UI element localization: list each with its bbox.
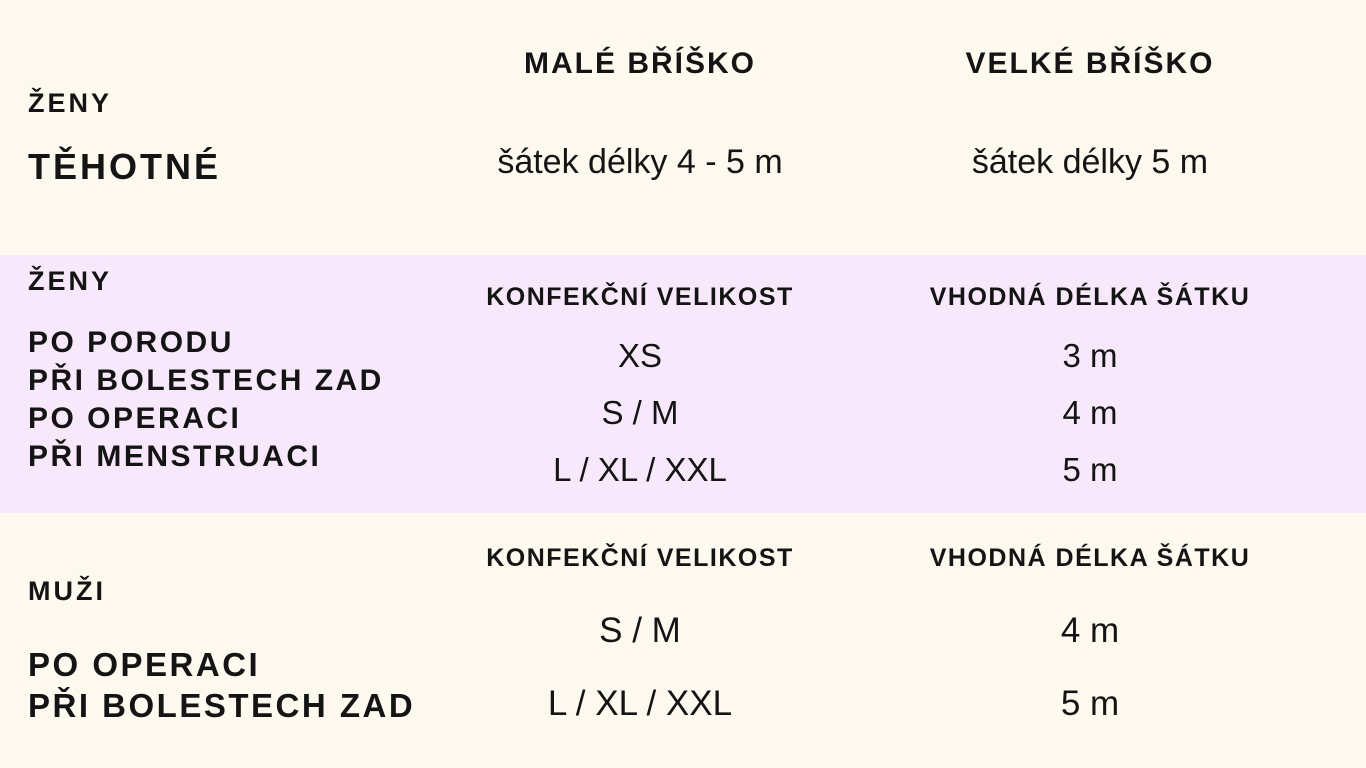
section-pregnant-women — [0, 0, 1366, 255]
postpartum-group-column — [28, 255, 460, 513]
group-label-zeny: ŽENY — [28, 88, 113, 118]
section-women-postpartum — [0, 255, 1366, 513]
column-clothing-size — [460, 255, 820, 513]
column-big-belly — [820, 0, 1360, 255]
column-header-small-belly: MALÉ BŘÍŠKO — [524, 47, 756, 80]
length-value: 4 m — [1062, 394, 1118, 431]
condition-line: PO OPERACI — [28, 646, 261, 683]
group-label-zeny: ŽENY — [28, 266, 113, 296]
condition-line: PŘI BOLESTECH ZAD — [28, 364, 384, 397]
column-header-scarf-length: VHODNÁ DÉLKA ŠÁTKU — [929, 283, 1251, 311]
size-value: L / XL / XXL — [553, 451, 727, 488]
size-values — [548, 613, 732, 721]
men-group-column — [28, 513, 460, 768]
condition-list — [28, 644, 415, 726]
length-values — [1062, 338, 1117, 487]
column-scarf-length — [820, 255, 1360, 513]
size-value: S / M — [601, 394, 679, 431]
value-big-belly-length: šátek délky 5 m — [971, 143, 1209, 181]
column-small-belly — [460, 0, 820, 255]
column-header-big-belly: VELKÉ BŘÍŠKO — [965, 47, 1215, 80]
group-title-tehotne: TĚHOTNÉ — [28, 146, 222, 187]
column-header-clothing-size: KONFEKČNÍ VELIKOST — [486, 544, 794, 572]
group-label-muzi: MUŽI — [28, 576, 106, 606]
size-value: L / XL / XXL — [547, 684, 733, 723]
length-value: 3 m — [1062, 337, 1118, 374]
length-values — [1061, 613, 1119, 721]
condition-line: PO PORODU — [28, 326, 234, 359]
value-small-belly-length: šátek délky 4 - 5 m — [497, 143, 783, 181]
size-value: S / M — [599, 611, 681, 650]
condition-line: PO OPERACI — [28, 402, 242, 435]
column-clothing-size — [460, 513, 820, 768]
condition-list — [28, 324, 384, 476]
section-men — [0, 513, 1366, 768]
length-value: 5 m — [1060, 684, 1120, 723]
pregnant-group-column — [28, 0, 460, 255]
length-value: 5 m — [1062, 451, 1118, 488]
condition-line: PŘI MENSTRUACI — [28, 440, 322, 473]
column-header-clothing-size: KONFEKČNÍ VELIKOST — [486, 283, 794, 311]
column-scarf-length — [820, 513, 1360, 768]
condition-line: PŘI BOLESTECH ZAD — [28, 687, 416, 724]
size-value: XS — [617, 337, 663, 374]
size-values — [553, 338, 727, 487]
length-value: 4 m — [1060, 611, 1120, 650]
column-header-scarf-length: VHODNÁ DÉLKA ŠÁTKU — [929, 544, 1251, 572]
